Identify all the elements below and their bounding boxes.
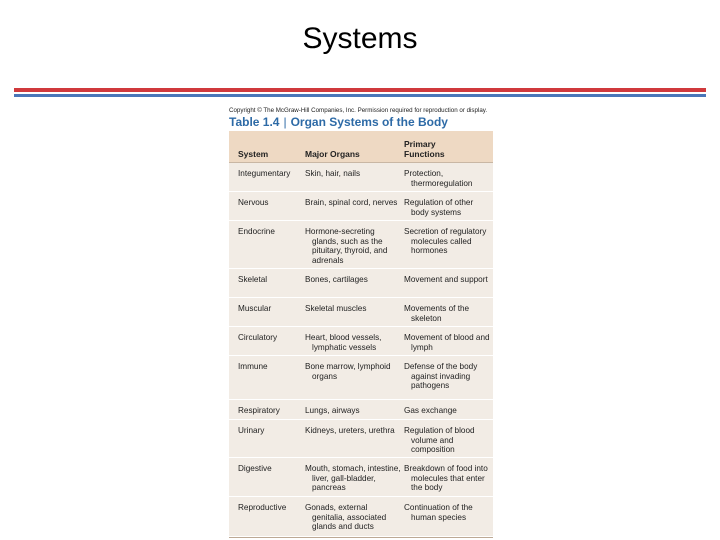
table-row: [229, 458, 493, 497]
cell-functions: Gas exchange: [404, 406, 457, 415]
cell-system: Integumentary: [238, 169, 291, 178]
cell-organs: Mouth, stomach, intestine, liver, gall-bladder, pancreas: [305, 464, 401, 493]
cell-system: Urinary: [238, 426, 265, 435]
cell-organs: Heart, blood vessels, lymphatic vessels: [305, 333, 382, 352]
table-title: Organ Systems of the Body: [290, 115, 448, 129]
table-label: Table 1.4: [229, 115, 280, 129]
table-bottom-rule: [229, 537, 493, 538]
cell-functions: Breakdown of food into molecules that enter the body: [404, 464, 488, 493]
cell-system: Muscular: [238, 304, 272, 313]
cell-functions: Defense of the body against invading pathogens: [404, 362, 478, 391]
cell-functions: Regulation of blood volume and composition: [404, 426, 475, 455]
title-rule-red: [14, 88, 706, 92]
cell-system: Reproductive: [238, 503, 287, 512]
heading-separator: |: [283, 115, 287, 129]
cell-functions: Movements of the skeleton: [404, 304, 470, 323]
cell-functions: Continuation of the human species: [404, 503, 473, 522]
cell-organs: Gonads, external genitalia, associated glands and ducts: [305, 503, 387, 532]
cell-functions: Secretion of regulatory molecules called hormones: [404, 227, 487, 256]
copyright-notice: Copyright © The McGraw-Hill Companies, Inc. Permission required for reproduction or display.: [229, 107, 488, 114]
table-row: [229, 356, 493, 400]
header-major-organs: Major Organs: [305, 149, 360, 159]
cell-functions: Movement and support: [404, 275, 488, 284]
table-row: [229, 221, 493, 269]
table-row: [229, 400, 493, 420]
table-row: [229, 269, 493, 298]
table-row: [229, 192, 493, 221]
cell-functions: Protection, thermoregulation: [404, 169, 473, 188]
cell-organs: Skeletal muscles: [305, 304, 367, 313]
organ-systems-table: [229, 131, 493, 538]
table-header-row: [229, 131, 493, 163]
header-system: System: [238, 149, 269, 159]
slide-title: Systems: [302, 22, 418, 55]
header-primary-functions: Primary Functions: [404, 139, 445, 159]
cell-system: Immune: [238, 362, 268, 371]
cell-system: Skeletal: [238, 275, 268, 284]
cell-organs: Hormone-secreting glands, such as the pituitary, thyroid, and adrenals: [305, 227, 388, 265]
cell-system: Nervous: [238, 198, 269, 207]
cell-system: Digestive: [238, 464, 272, 473]
table-row: [229, 298, 493, 327]
cell-organs: Bones, cartilages: [305, 275, 368, 284]
table-row: [229, 497, 493, 537]
cell-functions: Movement of blood and lymph: [404, 333, 490, 352]
cell-system: Circulatory: [238, 333, 278, 342]
table-row: [229, 163, 493, 192]
cell-organs: Lungs, airways: [305, 406, 360, 415]
cell-organs: Brain, spinal cord, nerves: [305, 198, 398, 207]
cell-system: Endocrine: [238, 227, 275, 236]
cell-organs: Skin, hair, nails: [305, 169, 361, 178]
cell-organs: Kidneys, ureters, urethra: [305, 426, 395, 435]
title-rule-blue: [14, 94, 706, 97]
cell-organs: Bone marrow, lymphoid organs: [305, 362, 391, 381]
table-row: [229, 327, 493, 356]
cell-system: Respiratory: [238, 406, 280, 415]
cell-functions: Regulation of other body systems: [404, 198, 474, 217]
table-row: [229, 420, 493, 458]
